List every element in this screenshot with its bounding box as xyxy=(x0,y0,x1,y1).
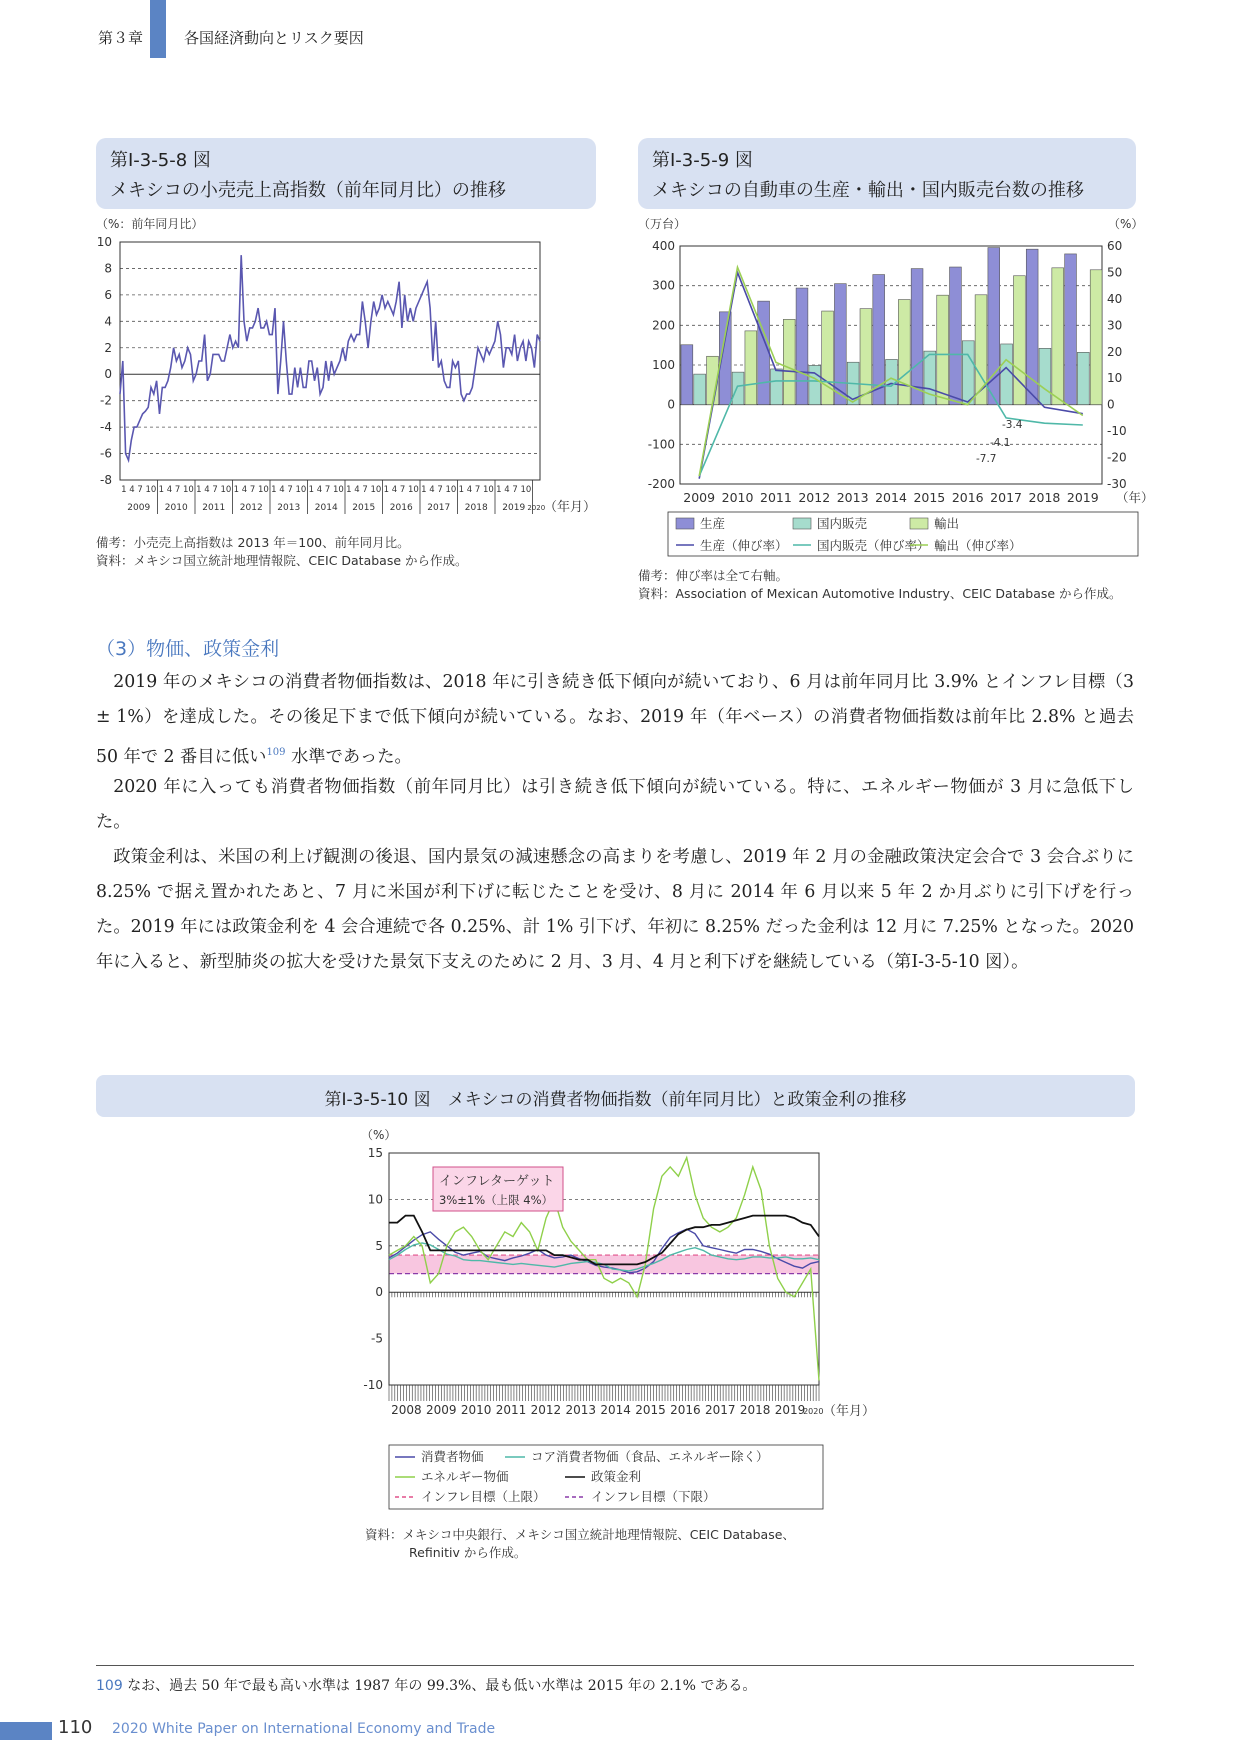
fig9-bar-export xyxy=(937,295,949,404)
fig8-ytick: 6 xyxy=(104,287,112,302)
fig9-bar-production xyxy=(834,284,846,405)
fig9-left-tick: -200 xyxy=(647,477,675,491)
fig10-year-label: 2020 xyxy=(803,1407,824,1416)
fig9-bar-production xyxy=(1026,249,1038,404)
fig9-number: 第Ⅰ-3-5-9 図 xyxy=(652,150,753,171)
fig8-title: メキシコの小売売上高指数（前年同月比）の推移 xyxy=(110,180,506,201)
fig9-xtick: 2016 xyxy=(951,490,984,505)
fig10-legend-label: インフレ目標（上限） xyxy=(421,1489,546,1504)
fig8-month-ticks: 1 4 7 10 xyxy=(233,485,269,495)
fig9-title-box xyxy=(638,138,1136,209)
fig8-month-ticks: 1 4 7 10 xyxy=(383,485,419,495)
fig9-left-tick: 200 xyxy=(652,318,675,333)
fig8-source: 資料：メキシコ国立統計地理情報院、CEIC Database から作成。 xyxy=(96,553,468,568)
fig9-legend-label: 国内販売（伸び率） xyxy=(817,538,930,553)
fig8-ytick: 4 xyxy=(104,314,112,329)
fig9-right-tick: 0 xyxy=(1107,397,1115,412)
fig8-month-ticks: 1 4 7 10 xyxy=(271,485,307,495)
fig9-legend-swatch xyxy=(676,518,694,529)
fig9-right-tick: 60 xyxy=(1107,239,1123,253)
fig10-ytick: 10 xyxy=(367,1192,383,1207)
fig9-right-tick: -20 xyxy=(1107,450,1127,465)
fig10-year-label: 2019 xyxy=(774,1403,806,1417)
fig10-legend-label: エネルギー物価 xyxy=(421,1469,509,1484)
fig10-year-label: 2008 xyxy=(391,1403,422,1417)
fig9-xtick: 2013 xyxy=(836,490,869,505)
fig9-xtick: 2012 xyxy=(798,490,831,505)
fig9-label-production-rate: -3.4 xyxy=(1002,419,1023,431)
fig8-year-label: 2016 xyxy=(389,503,413,513)
fig9-left-tick: 300 xyxy=(652,278,675,293)
fig9-right-tick: 50 xyxy=(1107,265,1123,280)
fig8-ytick: -4 xyxy=(100,420,112,435)
fig9-bar-production xyxy=(681,345,693,405)
fig10-year-label: 2018 xyxy=(739,1403,771,1417)
fig8-year-label: 2015 xyxy=(352,503,376,513)
fig10-legend-label: 政策金利 xyxy=(591,1469,642,1484)
fig9-left-tick: 400 xyxy=(652,239,675,253)
fig9-bar-domestic xyxy=(771,369,783,405)
fig9-note: 備考：伸び率は全て右軸。 xyxy=(638,568,789,583)
fig9-left-tick: 100 xyxy=(652,358,675,372)
fig9-title: メキシコの自動車の生産・輸出・国内販売台数の推移 xyxy=(652,180,1084,201)
fig9-bar-domestic xyxy=(694,374,706,405)
fig10-chart xyxy=(355,1125,875,1521)
fig9-bar-export xyxy=(745,331,757,405)
fig10-year-label: 2013 xyxy=(565,1403,597,1417)
paragraph-2: 2020 年に入っても消費者物価指数（前年同月比）は引き続き低下傾向が続いている。特に、エネルギー物価が 3 月に急低下した。 xyxy=(96,777,1134,832)
fig10-ytick: -5 xyxy=(371,1331,383,1346)
fig9-legend-label: 生産 xyxy=(700,516,726,531)
fig9-label-export-rate: -4.1 xyxy=(990,437,1011,449)
fig9-left-unit: （万台） xyxy=(638,217,687,231)
fig9-left-tick: 0 xyxy=(667,397,675,412)
fig8-ytick: -8 xyxy=(100,473,112,487)
fig10-ytick: -10 xyxy=(363,1378,383,1392)
fig8-month-ticks: 1 4 7 10 xyxy=(346,485,382,495)
fig9-xtick: 2009 xyxy=(683,490,716,505)
fig8-ytick: 0 xyxy=(104,367,112,382)
fig9-bar-domestic xyxy=(1001,344,1013,405)
fig8-year-label: 2010 xyxy=(164,503,188,513)
fig9-bar-export xyxy=(1052,268,1064,405)
fig8-year-label: 2017 xyxy=(427,503,451,513)
fig8-ytick: -2 xyxy=(100,393,112,408)
fig8-year-label: 2009 xyxy=(127,503,151,513)
fig9-xtick: 2017 xyxy=(990,490,1022,505)
fig10-year-label: 2015 xyxy=(635,1403,666,1417)
fig9-bar-production xyxy=(911,269,923,405)
fig8-chart xyxy=(96,214,596,526)
fig9-right-unit: （%） xyxy=(1108,217,1144,231)
fig8-month-ticks: 1 4 7 10 xyxy=(121,485,157,495)
paragraph-1: 2019 年のメキシコの消費者物価指数は、2018 年に引き続き低下傾向が続いており、6 月は前年同月比 3.9% とインフレ目標（3 ± 1%）を達成した。その後足下まで低下傾向が続いている。なお、2019 年（年ベース）の消費者物価指数は前年比 2.8% と過去 50 年で 2 番目に低い$^{109}$ 水準であった。 xyxy=(96,672,1134,767)
fig8-ytick: 10 xyxy=(96,235,112,249)
fig9-right-tick: 40 xyxy=(1107,291,1123,306)
fig8-plot-frame xyxy=(120,242,540,480)
fig10-legend-label: インフレ目標（下限） xyxy=(591,1489,716,1504)
fig9-legend-label: 輸出 xyxy=(934,516,960,531)
fig8-unit: （%：前年同月比） xyxy=(96,217,204,231)
fig10-xunit: （年月） xyxy=(823,1404,876,1419)
fig8-number: 第Ⅰ-3-5-8 図 xyxy=(110,150,211,171)
fig8-ytick: -6 xyxy=(100,446,112,461)
fig9-source: 資料：Association of Mexican Automotive Industry、CEIC Database から作成。 xyxy=(638,586,1122,601)
chapter-label: 第３章 xyxy=(98,29,144,47)
fig8-month-ticks: 1 4 7 10 xyxy=(308,485,344,495)
fig8-xunit: （年月） xyxy=(544,500,597,515)
fig10-ytick: 15 xyxy=(367,1146,383,1160)
fig10-year-label: 2012 xyxy=(530,1403,562,1417)
fig9-bar-production xyxy=(758,301,770,405)
fig9-bar-export xyxy=(783,319,795,404)
page-number: 110 xyxy=(58,1717,93,1738)
fig9-legend-swatch xyxy=(793,518,811,529)
fig10-unit: （%） xyxy=(361,1128,397,1142)
fig8-year-label: 2020 xyxy=(527,504,546,512)
fig8-ytick: 2 xyxy=(104,340,112,355)
fig10-ytick: 5 xyxy=(375,1238,383,1253)
section-title: （3）物価、政策金利 xyxy=(96,638,280,660)
fig10-source-2: Refinitiv から作成。 xyxy=(409,1545,527,1560)
fig9-bar-export xyxy=(898,300,910,405)
fig10-title-box xyxy=(96,1075,1135,1117)
fig9-bar-production xyxy=(796,288,808,405)
fig10-legend-label: 消費者物価 xyxy=(421,1449,484,1464)
fig9-bar-domestic xyxy=(809,365,821,404)
fig10-year-label: 2014 xyxy=(600,1403,631,1417)
fig10-target-label: インフレターゲット xyxy=(439,1174,555,1189)
fig8-year-label: 2012 xyxy=(239,503,263,513)
fig10-source: 資料：メキシコ中央銀行、メキシコ国立統計地理情報院、CEIC Database、 xyxy=(365,1527,795,1542)
fig10-year-label: 2009 xyxy=(426,1403,457,1417)
fig10-year-label: 2010 xyxy=(460,1403,492,1417)
fig8-year-label: 2011 xyxy=(202,503,226,513)
fig10-target-sublabel: 3%±1%（上限 4%） xyxy=(439,1193,554,1207)
fig9-legend-label: 国内販売 xyxy=(817,516,868,531)
fig8-month-ticks: 1 4 7 10 xyxy=(458,485,494,495)
fig8-year-label: 2018 xyxy=(464,503,488,513)
fig9-bar-domestic xyxy=(1039,348,1051,404)
fig9-xtick: 2010 xyxy=(721,490,754,505)
fig9-right-tick: -30 xyxy=(1107,477,1127,491)
fig9-bar-production xyxy=(950,267,962,405)
footnote-rule xyxy=(96,1665,1134,1666)
fig9-legend-label: 生産（伸び率） xyxy=(700,538,788,553)
fig9-right-tick: 20 xyxy=(1107,344,1123,359)
footnote-ref[interactable]: 109 xyxy=(266,747,286,758)
fig10-year-label: 2016 xyxy=(670,1403,701,1417)
fig10-year-label: 2011 xyxy=(495,1403,527,1417)
fig9-bar-production xyxy=(1065,254,1077,405)
fig8-note: 備考：小売売上高指数は 2013 年＝100、前年同月比。 xyxy=(96,535,410,550)
fig9-bar-domestic xyxy=(732,372,744,405)
fig9-chart xyxy=(638,214,1154,559)
fig9-xtick: 2019 xyxy=(1066,490,1099,505)
fig9-bar-domestic xyxy=(924,351,936,405)
fig10-title: 第Ⅰ-3-5-10 図 メキシコの消費者物価指数（前年同月比）と政策金利の推移 xyxy=(324,1090,907,1110)
header-accent-bar xyxy=(150,0,166,58)
fig9-right-tick: 10 xyxy=(1107,371,1123,386)
chapter-title: 各国経済動向とリスク要因 xyxy=(184,29,364,47)
fig9-bar-domestic xyxy=(1077,352,1089,404)
fig9-bar-production xyxy=(988,248,1000,405)
paragraph-3: 政策金利は、米国の利上げ観測の後退、国内景気の減速懸念の高まりを考慮し、2019 年 2 月の金融政策決定会合で 3 会合ぶりに 8.25% で据え置かれたあと、7 月に米国が利下げに転じたことを受け、8 月に 2014 年 6 月以来 5 年 2 か月ぶりに引下げを行った。2019 年には政策金利を 4 会合連続で各 0.25%、計 1% 引下げ、年初に 8.25% だった金利は 12 月に 7.25% となった。2020 年に入ると、新型肺炎の拡大を受けた景気下支えのために 2 月、3 月、4 月と利下げを継続している（第Ⅰ-3-5-10 図）。 xyxy=(96,847,1134,972)
fig9-legend-swatch xyxy=(910,518,928,529)
fig9-xtick: 2015 xyxy=(913,490,946,505)
fig10-year-label: 2017 xyxy=(705,1403,736,1417)
page-accent-bar xyxy=(0,1722,52,1740)
fig9-xunit: （年） xyxy=(1116,490,1154,505)
publication-title: 2020 White Paper on International Economy and Trade xyxy=(112,1721,496,1737)
fig9-right-tick: 30 xyxy=(1107,318,1123,333)
fig9-bar-domestic xyxy=(962,341,974,405)
fig8-ytick: 8 xyxy=(104,261,112,276)
fig8-month-ticks: 1 4 7 10 xyxy=(196,485,232,495)
footnote: 109 なお、過去 50 年で最も高い水準は 1987 年の 99.3%、最も低い水準は 2015 年の 2.1% である。 xyxy=(96,1678,757,1694)
fig10-ytick: 0 xyxy=(375,1285,383,1300)
fig8-title-box xyxy=(96,138,596,209)
fig8-month-ticks: 1 4 7 10 xyxy=(158,485,194,495)
fig9-xtick: 2011 xyxy=(760,490,792,505)
fig9-bar-export xyxy=(822,311,834,405)
fig8-year-label: 2014 xyxy=(314,503,338,513)
fig9-right-tick: -10 xyxy=(1107,424,1127,439)
fig10-legend-label: コア消費者物価（食品、エネルギー除く） xyxy=(531,1449,769,1464)
fig8-year-label: 2013 xyxy=(277,503,301,513)
fig9-xtick: 2018 xyxy=(1028,490,1061,505)
fig9-xtick: 2014 xyxy=(875,490,907,505)
fig9-left-tick: -100 xyxy=(647,437,675,452)
fig8-retail-line xyxy=(120,255,540,460)
fig9-bar-export xyxy=(1090,270,1102,405)
fig9-label-domestic-rate: -7.7 xyxy=(976,453,997,465)
fig8-month-ticks: 1 4 7 10 xyxy=(421,485,457,495)
fig8-year-label: 2019 xyxy=(502,503,526,513)
fig9-legend-label: 輸出（伸び率） xyxy=(934,538,1022,553)
fig8-month-ticks: 1 4 7 10 xyxy=(496,485,532,495)
